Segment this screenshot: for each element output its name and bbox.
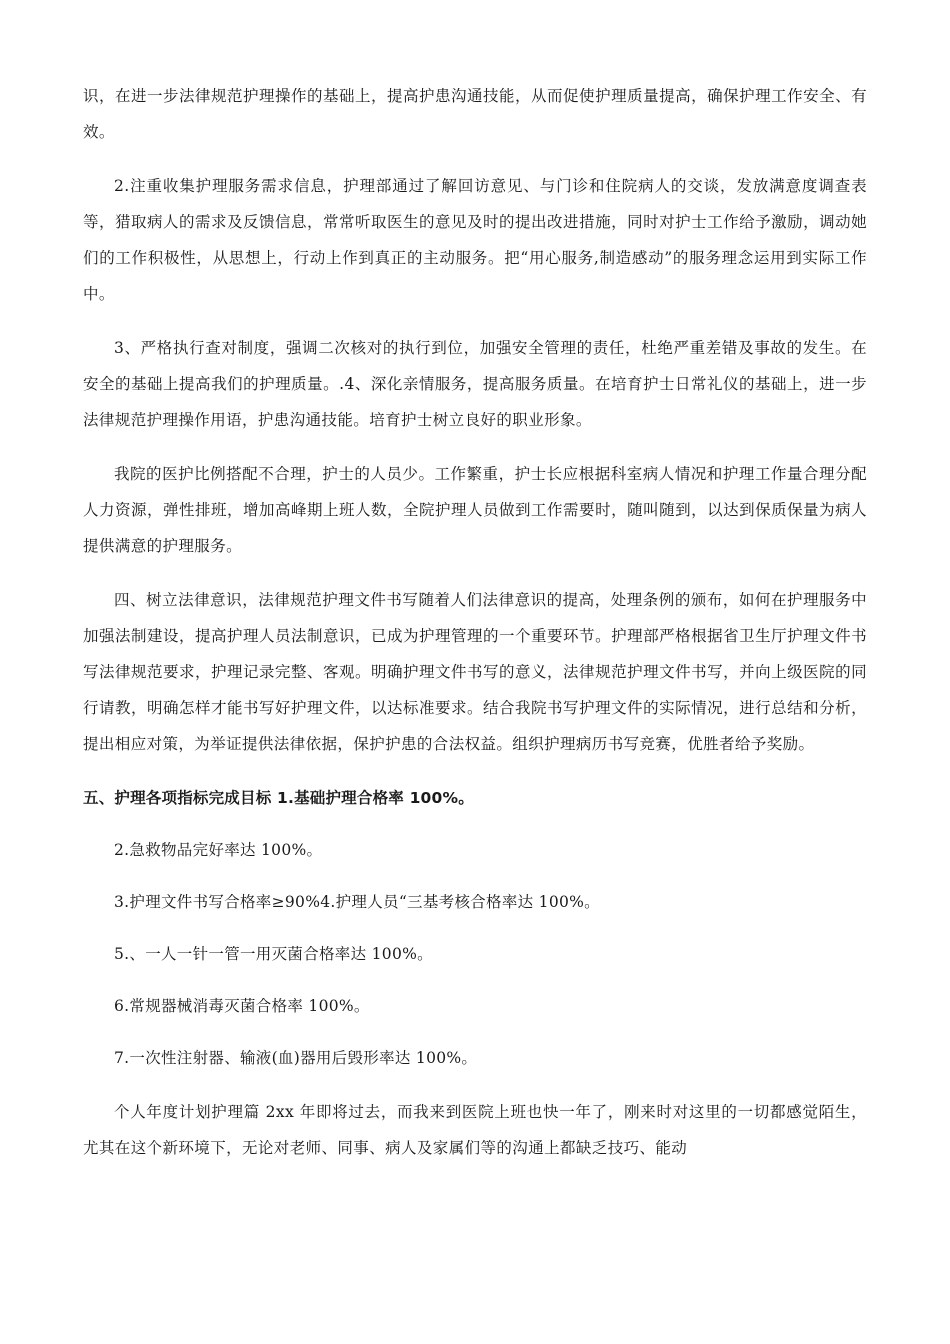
paragraph-service-info: 2.注重收集护理服务需求信息，护理部通过了解回访意见、与门诊和住院病人的交谈，发放满意度调查表等，猎取病人的需求及反馈信息，常常听取医生的意见及时的提出改进措施，同时对护士工作给予激励，调动她们的工作积极性，从思想上，行动上作到真正的主动服务。把“用心服务,制造感动”的服务理念运用到实际工作中。 — [83, 177, 867, 303]
target-item: 3.护理文件书写合格率≥90%4.护理人员“三基考核合格率达 100%。 — [114, 893, 600, 911]
target-item: 6.常规器械消毒灭菌合格率 100%。 — [114, 997, 370, 1015]
paragraph-staffing: 我院的医护比例搭配不合理，护士的人员少。工作繁重，护士长应根据科室病人情况和护理工作量合理分配人力资源，弹性排班，增加高峰期上班人数，全院护理人员做到工作需要时，随叫随到，以达到保质保量为病人提供满意的护理服务。 — [83, 465, 867, 555]
paragraph-check-system: 3、严格执行查对制度，强调二次核对的执行到位，加强安全管理的责任，杜绝严重差错及事故的发生。在安全的基础上提高我们的护理质量。.4、深化亲情服务，提高服务质量。在培育护士日常礼仪的基础上，进一步法律规范护理操作用语，护患沟通技能。培育护士树立良好的职业形象。 — [83, 339, 867, 429]
target-item: 7.一次性注射器、输液(血)器用后毁形率达 100%。 — [114, 1049, 478, 1067]
section-heading-targets: 五、护理各项指标完成目标 1.基础护理合格率 100%。 — [83, 789, 474, 807]
target-item: 5.、一人一针一管一用灭菌合格率达 100%。 — [114, 945, 433, 963]
document-page — [83, 78, 867, 1166]
paragraph-legal-awareness: 四、树立法律意识，法律规范护理文件书写随着人们法律意识的提高，处理条例的颁布，如何在护理服务中加强法制建设，提高护理人员法制意识，已成为护理管理的一个重要环节。护理部严格根据省卫生厅护理文件书写法律规范要求，护理记录完整、客观。明确护理文件书写的意义，法律规范护理文件书写，并向上级医院的同行请教，明确怎样才能书写好护理文件，以达标准要求。结合我院书写护理文件的实际情况，进行总结和分析，提出相应对策，为举证提供法律依据，保护护患的合法权益。组织护理病历书写竞赛，优胜者给予奖励。 — [83, 591, 867, 753]
target-item: 2.急救物品完好率达 100%。 — [114, 841, 323, 859]
paragraph-continuation: 识，在进一步法律规范护理操作的基础上，提高护患沟通技能，从而促使护理质量提高，确保护理工作安全、有效。 — [83, 87, 867, 141]
paragraph-annual-plan: 个人年度计划护理篇 2xx 年即将过去，而我来到医院上班也快一年了，刚来时对这里的一切都感觉陌生，尤其在这个新环境下，无论对老师、同事、病人及家属们等的沟通上都缺乏技巧、能动 — [83, 1103, 867, 1157]
